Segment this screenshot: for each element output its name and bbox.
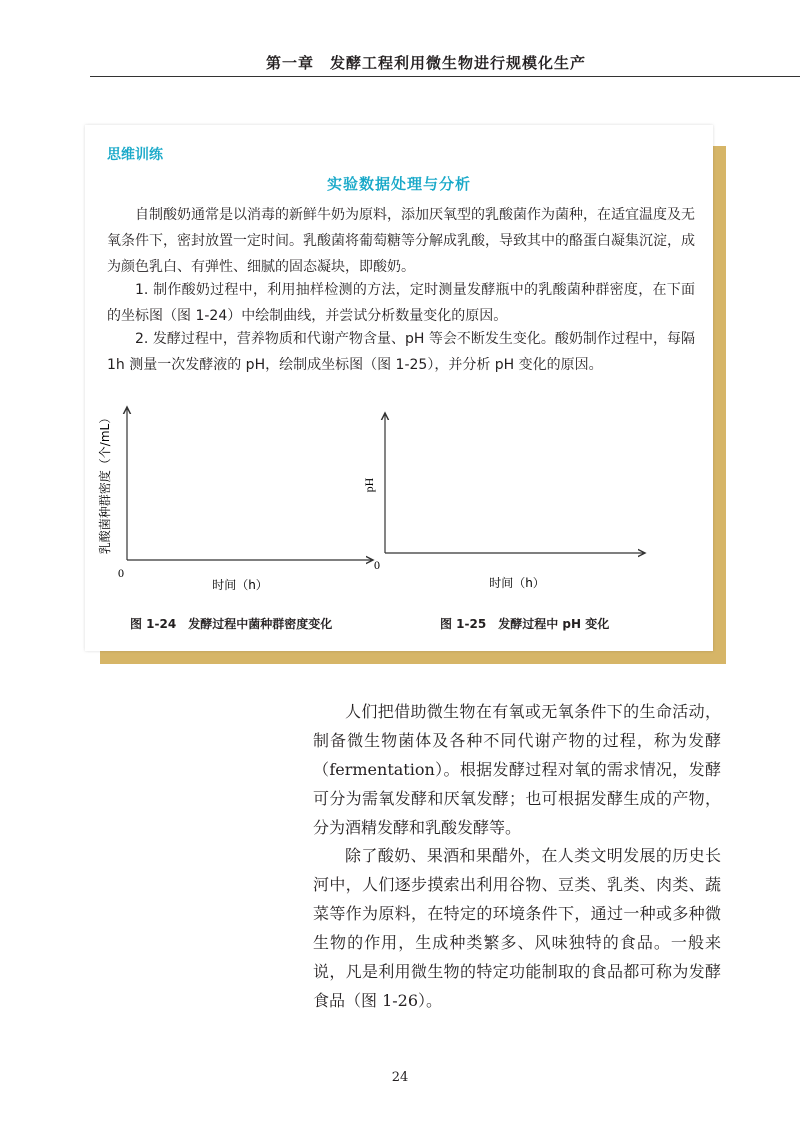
figure-1-24-caption: 图 1-24 发酵过程中菌种群密度变化 xyxy=(130,617,333,631)
chart-1-25-xlabel: 时间（h） xyxy=(489,576,545,590)
chart-1-25-ylabel: pH xyxy=(362,477,376,493)
box-paragraph-intro: 自制酸奶通常是以消毒的新鲜牛奶为原料，添加厌氧型的乳酸菌作为菌种，在适宜温度及无氧条件下，密封放置一定时间。乳酸菌将葡萄糖等分解成乳酸，导致其中的酪蛋白凝集沉淀，成为颜色乳白、有弹性、细腻的固态凝块，即酸奶。 xyxy=(107,207,695,275)
chart-1-24 xyxy=(97,407,373,592)
page-number: 24 xyxy=(391,1070,409,1085)
body-paragraph-fermentation: 人们把借助微生物在有氧或无氧条件下的生命活动，制备微生物菌体及各种不同代谢产物的过程，称为发酵（fermentation）。根据发酵过程对氧的需求情况，发酵可分为需氧发酵和厌氧发酵；也可根据发酵生成的产物，分为酒精发酵和乳酸发酵等。 xyxy=(313,702,721,837)
box-paragraph-task-2: 2. 发酵过程中，营养物质和代谢产物含量、pH 等会不断发生变化。酸奶制作过程中，每隔 1h 测量一次发酵液的 pH，绘制成坐标图（图 1-25），并分析 pH 变化的原因。 xyxy=(107,331,695,373)
thinking-training-box xyxy=(85,125,713,651)
chart-1-24-xlabel: 时间（h） xyxy=(212,578,268,592)
figure-1-25-caption: 图 1-25 发酵过程中 pH 变化 xyxy=(440,617,610,631)
chart-1-24-origin: 0 xyxy=(118,566,124,580)
chart-1-25-origin: 0 xyxy=(374,558,380,572)
charts-area xyxy=(85,395,713,615)
chart-1-24-ylabel: 乳酸菌种群密度（个/mL） xyxy=(98,411,112,555)
chapter-title: 第一章 发酵工程利用微生物进行规模化生产 xyxy=(266,54,587,72)
chart-1-25 xyxy=(362,413,645,590)
body-paragraph-fermented-food: 除了酸奶、果酒和果醋外，在人类文明发展的历史长河中，人们逐步摸索出利用谷物、豆类、乳类、肉类、蔬菜等作为原料，在特定的环境条件下，通过一种或多种微生物的作用，生成种类繁多、风味独特的食品。一般来说，凡是利用微生物的特定功能制取的食品都可称为发酵食品（图 1-26）。 xyxy=(313,846,721,1010)
page-header xyxy=(0,52,800,78)
header-rule xyxy=(90,76,800,77)
box-title: 实验数据处理与分析 xyxy=(326,175,471,193)
box-label: 思维训练 xyxy=(107,147,163,163)
box-paragraph-task-1: 1. 制作酸奶过程中，利用抽样检测的方法，定时测量发酵瓶中的乳酸菌种群密度，在下面的坐标图（图 1-24）中绘制曲线，并尝试分析数量变化的原因。 xyxy=(107,282,695,324)
